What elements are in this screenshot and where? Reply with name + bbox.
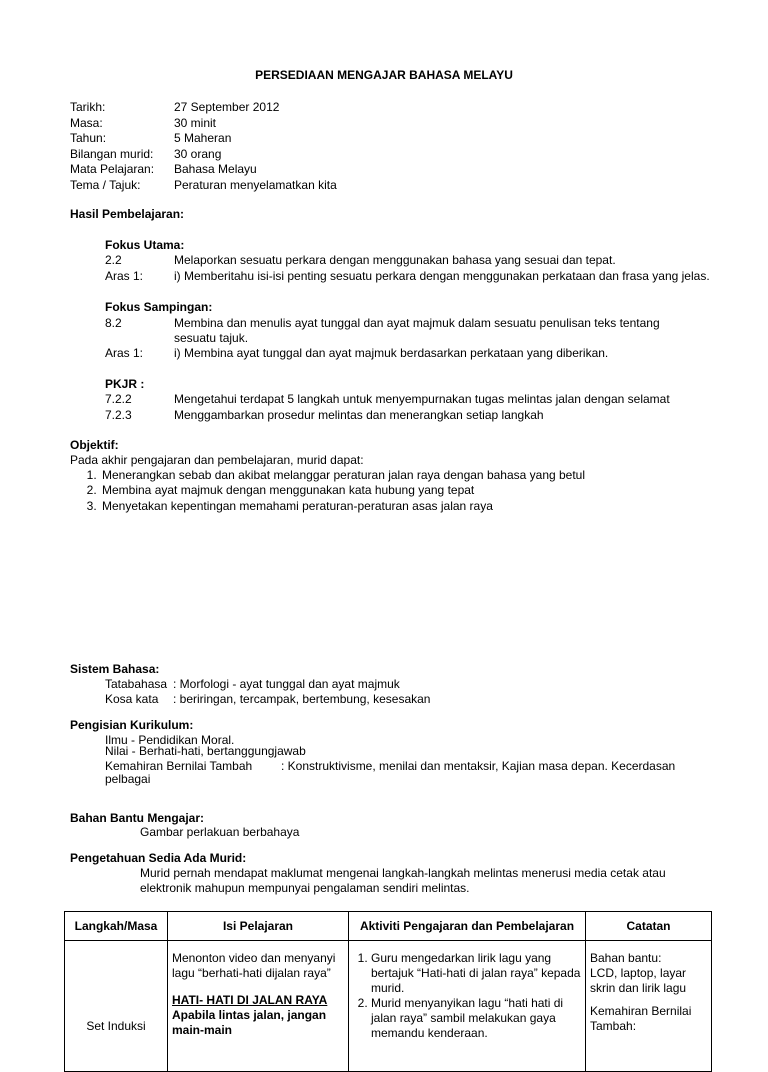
catatan-cell: [586, 941, 712, 1072]
ilmu-line: Ilmu - Pendidikan Moral.: [105, 733, 235, 747]
info-key: Bilangan murid:: [70, 146, 154, 161]
hasil-heading: Hasil Pembelajaran:: [70, 207, 185, 221]
info-row-masa: [70, 116, 337, 132]
info-value: 27 September 2012: [174, 100, 280, 114]
catatan-line: Kemahiran Bernilai Tambah:: [590, 1004, 692, 1033]
list-item: 2. Murid menyanyikan lagu “hati hati di jalan raya” sambil melakukan gaya memandu kenderaan.: [371, 996, 581, 1041]
pkjr-heading: PKJR :: [105, 377, 145, 391]
objektif-heading: Objektif:: [70, 438, 119, 452]
column-header: Isi Pelajaran: [168, 912, 349, 941]
list-item: 2. Membina ayat majmuk dengan menggunakan kata hubung yang tepat: [100, 483, 740, 498]
column-header: Catatan: [586, 912, 712, 941]
pengetahuan-heading: Pengetahuan Sedia Ada Murid:: [70, 851, 247, 865]
lesson-plan-table: [64, 911, 712, 1072]
kemahiran-label: Kemahiran Bernilai Tambah: [105, 759, 253, 773]
list-item: 3. Menyetakan kepentingan memahami peraturan-peraturan asas jalan raya: [100, 499, 740, 514]
row-text: i) Memberitahu isi-isi penting sesuatu perkara dengan menggunakan perkataan dan frasa yang jelas.: [174, 269, 710, 283]
kemahiran-cont: pelbagai: [105, 772, 151, 786]
row-code: Aras 1:: [105, 346, 144, 360]
info-row-tema: [70, 178, 337, 194]
document-title: PERSEDIAAN MENGAJAR BAHASA MELAYU: [255, 68, 513, 82]
row-code: Aras 1:: [105, 269, 144, 283]
pkjr-row: [105, 408, 694, 423]
row-code: 7.2.2: [105, 392, 132, 406]
row-text: Mengetahui terdapat 5 langkah untuk menyempurnakan tugas melintas jalan dengan selamat: [174, 392, 670, 406]
info-key: Mata Pelajaran:: [70, 162, 155, 176]
info-key: Tema / Tajuk:: [70, 177, 141, 192]
fokus-utama-row: [105, 253, 694, 268]
info-row-bilangan: [70, 147, 337, 163]
kosa-kata-value: : beriringan, tercampak, bertembung, kesesakan: [173, 692, 431, 706]
fokus-sampingan-row: [105, 316, 694, 347]
row-text: Melaporkan sesuatu perkara dengan menggunakan bahasa yang sesuai dan tepat.: [174, 253, 616, 267]
bahan-heading: Bahan Bantu Mengajar:: [70, 811, 205, 825]
list-item: 1. Guru mengedarkan lirik lagu yang bertajuk “Hati-hati di jalan raya” kepada murid.: [371, 951, 581, 996]
pengisian-heading: Pengisian Kurikulum:: [70, 718, 194, 732]
song-line: Apabila lintas jalan, jangan main-main: [172, 1008, 327, 1037]
list-item: 1. Menerangkan sebab dan akibat melanggar peraturan jalan raya dengan bahasa yang betul: [100, 468, 740, 483]
table-header-row: [65, 912, 712, 941]
info-key: Masa:: [70, 115, 103, 130]
fokus-sampingan-heading: Fokus Sampingan:: [105, 300, 213, 314]
sistem-bahasa-heading: Sistem Bahasa:: [70, 662, 160, 676]
row-code: 2.2: [105, 253, 122, 267]
column-header: Aktiviti Pengajaran dan Pembelajaran: [349, 912, 586, 941]
song-title: HATI- HATI DI JALAN RAYA: [172, 993, 328, 1007]
fokus-utama-row: [105, 269, 734, 284]
row-text: i) Membina ayat tunggal dan ayat majmuk berdasarkan perkataan yang diberikan.: [174, 346, 609, 360]
isi-text: Menonton video dan menyanyi lagu “berhati-hati dijalan raya”: [172, 951, 336, 980]
aktiviti-list: [353, 951, 581, 1041]
bahan-text: Gambar perlakuan berbahaya: [140, 825, 300, 839]
kosa-kata-label: Kosa kata: [105, 692, 159, 706]
info-block: [70, 100, 337, 193]
info-value: Bahasa Melayu: [174, 162, 257, 176]
info-key: Tarikh:: [70, 100, 106, 114]
stage-cell: Set Induksi: [65, 941, 168, 1072]
aktiviti-cell: [349, 941, 586, 1072]
row-code: 8.2: [105, 316, 122, 330]
nilai-line: Nilai - Berhati-hati, bertanggungjawab: [105, 744, 306, 758]
info-value: 30 minit: [174, 115, 217, 130]
row-text: Menggambarkan prosedur melintas dan menerangkan setiap langkah: [174, 408, 544, 422]
info-value: 30 orang: [174, 146, 222, 161]
info-value: 5 Maheran: [174, 131, 232, 145]
spacer: [172, 981, 344, 993]
objektif-list: [70, 468, 740, 514]
info-row-mata-pelajaran: [70, 162, 337, 178]
tatabahasa-value: : Morfologi - ayat tunggal dan ayat majmuk: [173, 677, 400, 691]
tatabahasa-label: Tatabahasa: [105, 677, 168, 691]
row-text: Membina dan menulis ayat tunggal dan ayat majmuk dalam sesuatu penulisan teks tentang sesuatu tajuk.: [174, 316, 660, 346]
info-row-tarikh: [70, 100, 337, 116]
column-header: Langkah/Masa: [65, 912, 168, 941]
isi-cell: [168, 941, 349, 1072]
fokus-sampingan-row: [105, 346, 694, 361]
fokus-utama-heading: Fokus Utama:: [105, 238, 185, 252]
info-value: Peraturan menyelamatkan kita: [174, 177, 337, 192]
row-code: 7.2.3: [105, 408, 132, 422]
info-key: Tahun:: [70, 131, 107, 145]
kemahiran-value: : Konstruktivisme, menilai dan mentaksir, Kajian masa depan. Kecerdasan: [281, 759, 676, 773]
catatan-line: LCD, laptop, layar skrin dan lirik lagu: [590, 966, 687, 995]
pengetahuan-line: elektronik mahupun mempunyai pengalaman sendiri melintas.: [140, 881, 470, 895]
table-row: [65, 941, 712, 1072]
pkjr-row: [105, 392, 734, 407]
catatan-line: Bahan bantu:: [590, 951, 662, 965]
objektif-intro: Pada akhir pengajaran dan pembelajaran, murid dapat:: [70, 453, 364, 467]
pengetahuan-line: Murid pernah mendapat maklumat mengenai langkah-langkah melintas menerusi media cetak atau: [140, 866, 666, 880]
spacer: [590, 996, 707, 1004]
info-row-tahun: [70, 131, 337, 147]
